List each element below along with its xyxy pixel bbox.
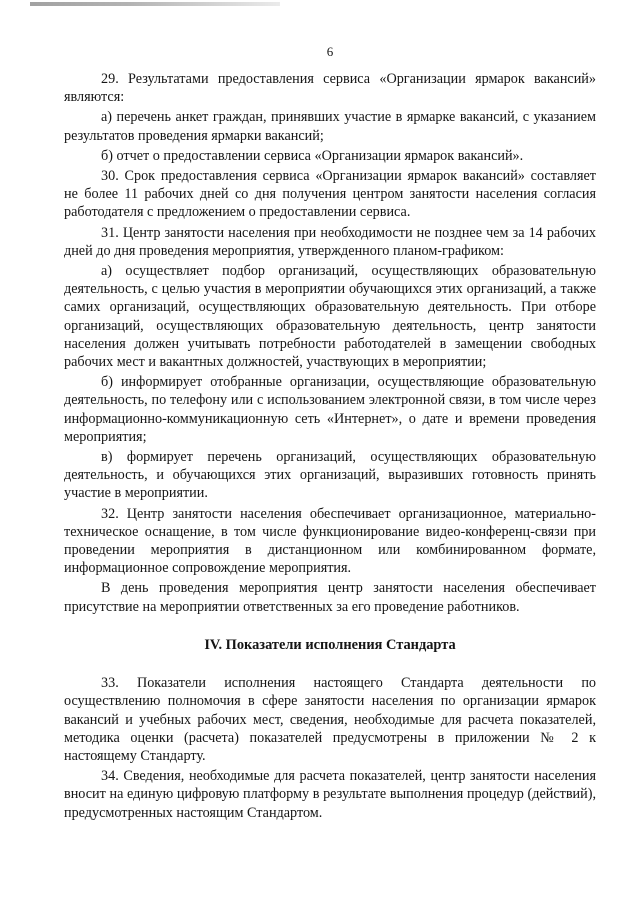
paragraph-31: 31. Центр занятости населения при необходимости не позднее чем за 14 рабочих дней до дня проведения мероприятия, утвержденного планом-графиком: [64,224,596,259]
paragraph-31-b: б) информирует отобранные организации, осуществляющие образовательную деятельность, по телефону или с использованием электронной связи, в том числе через информационно-коммуникационную сеть «Интернет», о дате и времени проведения мероприятия; [64,374,596,445]
paragraph-29-a: а) перечень анкет граждан, принявших участие в ярмарке вакансий, с указанием результатов проведения ярмарки вакансий; [64,109,596,144]
section-heading: IV. Показатели исполнения Стандарта [204,636,456,653]
paragraph-31-a: а) осуществляет подбор организаций, осуществляющих образовательную деятельность, с целью участия в мероприятии обучающихся этих организаций, а также самих организаций, осуществляющих образовательную деятельность. При отборе организаций, осуществляющих образовательную деятельность, центр занятости населения должен учитывать потребности работодателей в замещении свободных рабочих мест и вакантных должностей, участвующих в мероприятии; [64,263,596,371]
scan-edge-mark [30,2,280,6]
document-body [64,70,596,822]
paragraph-33: 33. Показатели исполнения настоящего Стандарта деятельности по осуществлению полномочия в сфере занятости населения по организации ярмарок вакансий и учебных рабочих мест, сведения, необходимые для расчета показателей, методика оценки (расчета) показателей предусмотрены в приложении № 2 к настоящему Стандарту. [64,675,596,764]
paragraph-29: 29. Результатами предоставления сервиса «Организации ярмарок вакансий» являются: [64,71,596,106]
paragraph-31-c: в) формирует перечень организаций, осуществляющих образовательную деятельность, и обучающихся этих организаций, выразивших готовность принять участие в мероприятии. [64,449,596,502]
paragraph-32-event-day: В день проведения мероприятия центр занятости населения обеспечивает присутствие на мероприятии ответственных за его проведение работников. [64,580,596,615]
paragraph-30: 30. Срок предоставления сервиса «Организации ярмарок вакансий» составляет не более 11 рабочих дней со дня получения центром занятости населения согласия работодателя с предложением о предоставлении сервиса. [64,168,596,221]
page-number: 6 [326,44,334,59]
paragraph-29-b: б) отчет о предоставлении сервиса «Организации ярмарок вакансий». [101,147,524,164]
paragraph-32: 32. Центр занятости населения обеспечивает организационное, материально-техническое оснащение, в том числе функционирование видео-конференц-связи при проведении мероприятия в дистанционном или комбинированном формате, информационное сопровождение мероприятия. [64,505,596,577]
paragraph-34: 34. Сведения, необходимые для расчета показателей, центр занятости населения вносит на единую цифровую платформу в результате выполнения процедур (действий), предусмотренных настоящим Стандартом. [64,768,596,821]
